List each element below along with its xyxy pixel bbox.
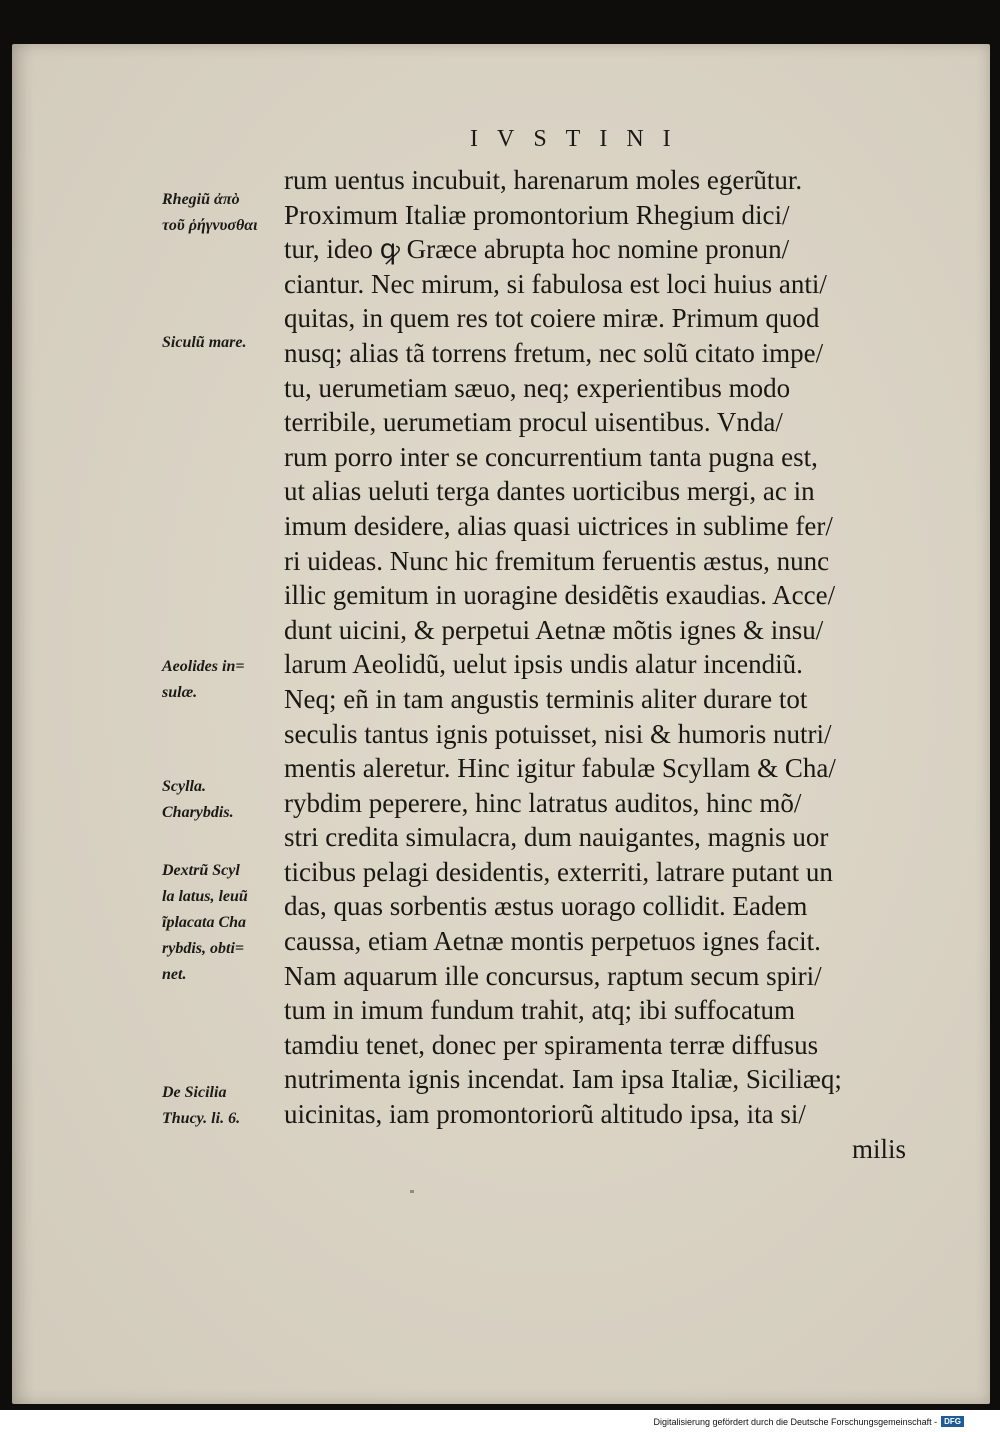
marginal-note-line: Aeolides in= bbox=[162, 658, 245, 675]
marginal-note-rhegium bbox=[162, 187, 274, 239]
text-line: Nam aquarum ille concursus, raptum secum spiri/ bbox=[284, 960, 822, 991]
marginal-note-line: De Sicilia bbox=[162, 1084, 227, 1101]
text-line: mentis aleretur. Hinc igitur fabulæ Scyllam & Cha/ bbox=[284, 753, 836, 784]
text-line: rum porro inter se concurrentium tanta pugna est, bbox=[284, 441, 818, 472]
marginal-note-line: Thucy. li. 6. bbox=[162, 1110, 241, 1127]
text-line: das, quas sorbentis æstus uorago collidit. Eadem bbox=[284, 891, 808, 922]
marginal-note-aeolides bbox=[162, 654, 274, 706]
text-line: rum uentus incubuit, harenarum moles egerũtur. bbox=[284, 165, 803, 195]
marginal-note-line: net. bbox=[162, 966, 187, 983]
digitization-credit bbox=[653, 1416, 964, 1427]
text-line: ciantur. Nec mirum, si fabulosa est loci huius anti/ bbox=[284, 268, 827, 299]
marginal-note-dextrum-latus bbox=[162, 858, 274, 988]
text-line: tamdiu tenet, donec per spiramenta terræ diffusus bbox=[284, 1029, 819, 1060]
text-line: seculis tantus ignis potuisset, nisi & humoris nutri/ bbox=[284, 718, 832, 749]
text-line: tur, ideo ꝙ Græce abrupta hoc nomine pronun/ bbox=[284, 234, 790, 265]
text-line: terribile, uerumetiam procul uisentibus. Vnda/ bbox=[284, 407, 783, 438]
marginal-note-line: Dextrũ Scyl bbox=[162, 862, 240, 879]
text-line: ticibus pelagi desidentis, exterriti, latrare putant un bbox=[284, 856, 833, 887]
marginal-note-line: rybdis, obti= bbox=[162, 940, 245, 957]
marginal-note-line: sulæ. bbox=[162, 684, 198, 701]
dfg-logo-icon: DFG bbox=[941, 1416, 964, 1427]
marginal-note-line: τοῦ ῥήγνυσθαι bbox=[162, 217, 258, 234]
text-line: ri uideas. Nunc hic fremitum feruentis æstus, nunc bbox=[284, 545, 830, 576]
text-line: Proximum Italiæ promontorium Rhegium dici/ bbox=[284, 199, 790, 230]
text-line: larum Aeolidũ, uelut ipsis undis alatur incendiũ. bbox=[284, 649, 803, 680]
marginal-note-line: Siculũ mare. bbox=[162, 334, 247, 351]
text-line: rybdim peperere, hinc latratus auditos, hinc mõ/ bbox=[284, 787, 802, 818]
ink-speck bbox=[410, 1190, 414, 1193]
credit-text: Digitalisierung gefördert durch die Deutsche Forschungsgemeinschaft - bbox=[653, 1416, 938, 1427]
text-line: nutrimenta ignis incendat. Iam ipsa Italiæ, Siciliæq; bbox=[284, 1064, 842, 1095]
catchword: milis bbox=[851, 1133, 906, 1164]
text-line: tu, uerumetiam sæuo, neq; experientibus modo bbox=[284, 372, 791, 403]
marginal-note-line: ĩplacata Cha bbox=[162, 914, 247, 931]
text-line: nusq; alias tã torrens fretum, nec solũ citato impe/ bbox=[284, 337, 824, 368]
text-line: illic gemitum in uoragine desidẽtis exaudias. Acce/ bbox=[284, 580, 836, 611]
marginal-note-line: Rhegiũ ἀπὸ bbox=[162, 191, 240, 208]
text-line: uicinitas, iam promontoriorũ altitudo ipsa, ita si/ bbox=[284, 1099, 806, 1130]
marginal-note-line: Scylla. bbox=[162, 778, 206, 795]
text-line: stri credita simulacra, dum nauigantes, magnis uor bbox=[284, 822, 829, 853]
running-head: IVSTINI bbox=[470, 126, 690, 152]
marginal-note-line: Charybdis. bbox=[162, 804, 234, 821]
text-line: tum in imum fundum trahit, atq; ibi suffocatum bbox=[284, 995, 795, 1026]
text-line: dunt uicini, & perpetui Aetnæ mõtis ignes & insu/ bbox=[284, 614, 824, 645]
main-text-block bbox=[284, 163, 944, 1166]
text-line: quitas, in quem res tot coiere miræ. Primum quod bbox=[284, 303, 820, 334]
text-line: caussa, etiam Aetnæ montis perpetuos ignes facit. bbox=[284, 926, 821, 957]
marginal-note-line: la latus, leuũ bbox=[162, 888, 248, 905]
marginal-note-scylla bbox=[162, 774, 274, 826]
text-line: ut alias ueluti terga dantes uorticibus mergi, ac in bbox=[284, 476, 815, 507]
marginal-note-de-sicilia bbox=[162, 1080, 274, 1132]
text-line: Neq; eñ in tam angustis terminis aliter durare tot bbox=[284, 683, 808, 714]
marginal-note-siculum-mare bbox=[162, 330, 274, 356]
text-line: imum desidere, alias quasi uictrices in sublime fer/ bbox=[284, 510, 833, 541]
